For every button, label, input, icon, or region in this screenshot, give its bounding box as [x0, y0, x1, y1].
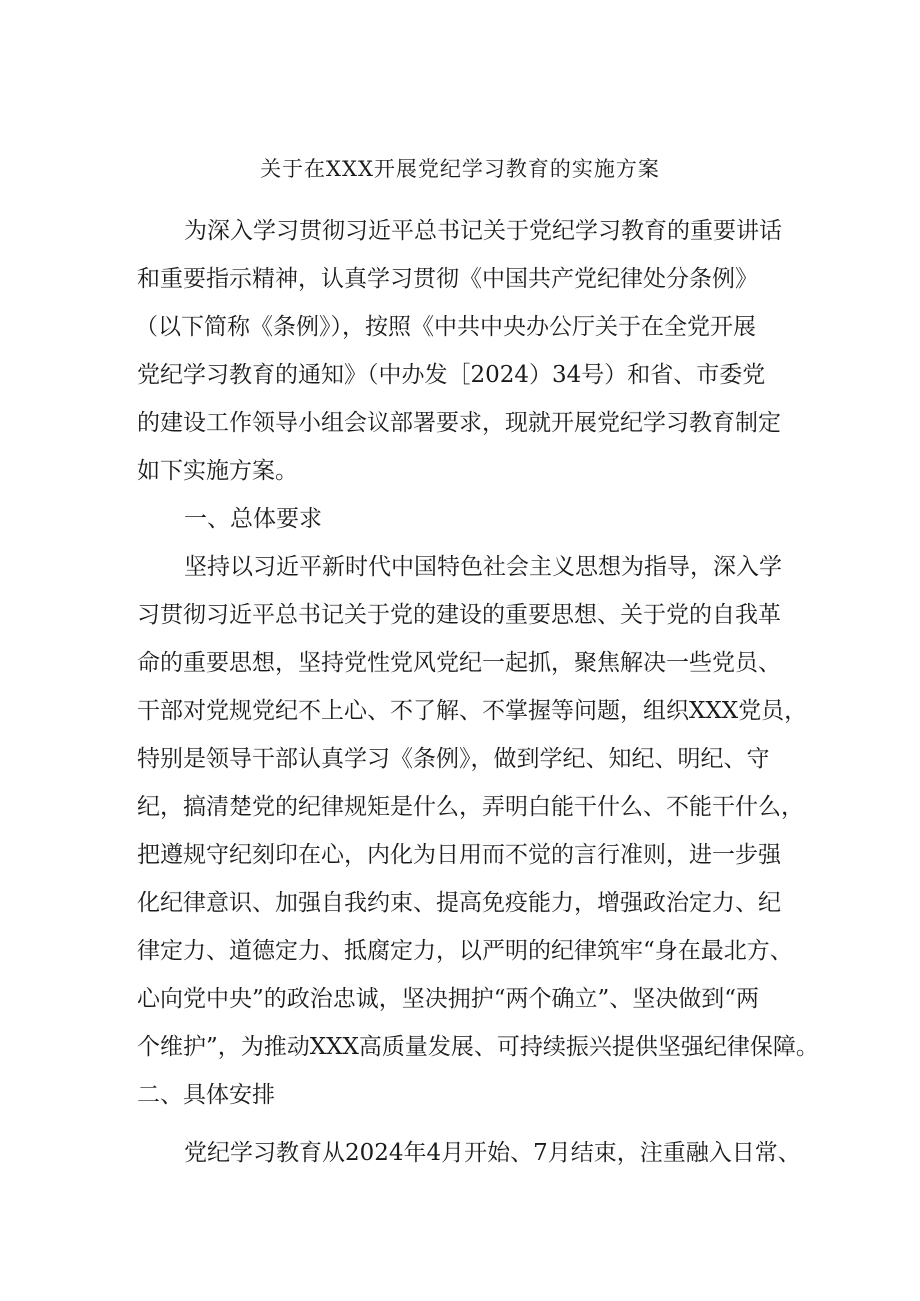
- paragraph-line: 命的重要思想，坚持党性党风党纪一起抓，聚焦解决一些党员、: [137, 650, 781, 676]
- document-title: 关于在XXX开展党纪学习教育的实施方案: [260, 157, 660, 181]
- paragraph-line: 干部对党规党纪不上心、不了解、不掌握等问题，组织XXX党员，: [137, 698, 808, 724]
- paragraph-line: 和重要指示精神，认真学习贯彻《中国共产党纪律处分条例》: [137, 266, 758, 292]
- paragraph-line: 如下实施方案。: [137, 458, 298, 484]
- paragraph-line: 党纪学习教育的通知》（中办发［2024）34号）和省、市委党: [137, 362, 766, 388]
- paragraph-line: 坚持以习近平新时代中国特色社会主义思想为指导，深入学: [184, 554, 782, 580]
- paragraph-line: 律定力、道德定力、抵腐定力，以严明的纪律筑牢“身在最北方、: [137, 938, 793, 964]
- paragraph-line: 把遵规守纪刻印在心，内化为日用而不觉的言行准则，进一步强: [137, 842, 781, 868]
- paragraph-line: 心向党中央”的政治忠诚，坚决拥护“两个确立”、坚决做到“两: [137, 986, 760, 1012]
- paragraph-line: 化纪律意识、加强自我约束、提高免疫能力，增强政治定力、纪: [137, 890, 781, 916]
- paragraph-line: 为深入学习贯彻习近平总书记关于党纪学习教育的重要讲话: [184, 218, 782, 244]
- paragraph-line: 党纪学习教育从2024年4月开始、7月结束，注重融入日常、: [184, 1140, 801, 1166]
- paragraph-line: 个维护”，为推动XXX高质量发展、可持续振兴提供坚强纪律保障。: [137, 1034, 819, 1060]
- paragraph-line: 习贯彻习近平总书记关于党的建设的重要思想、关于党的自我革: [137, 602, 781, 628]
- section-heading: 二、具体安排: [137, 1082, 275, 1108]
- paragraph-line: 特别是领导干部认真学习《条例》，做到学纪、知纪、明纪、守: [137, 746, 770, 772]
- paragraph-line: （以下简称《条例》），按照《中共中央办公厅关于在全党开展: [135, 314, 756, 340]
- section-heading: 一、总体要求: [184, 506, 322, 532]
- paragraph-line: 纪，搞清楚党的纪律规矩是什么，弄明白能干什么、不能干什么，: [137, 794, 804, 820]
- paragraph-line: 的建设工作领导小组会议部署要求，现就开展党纪学习教育制定: [137, 410, 781, 436]
